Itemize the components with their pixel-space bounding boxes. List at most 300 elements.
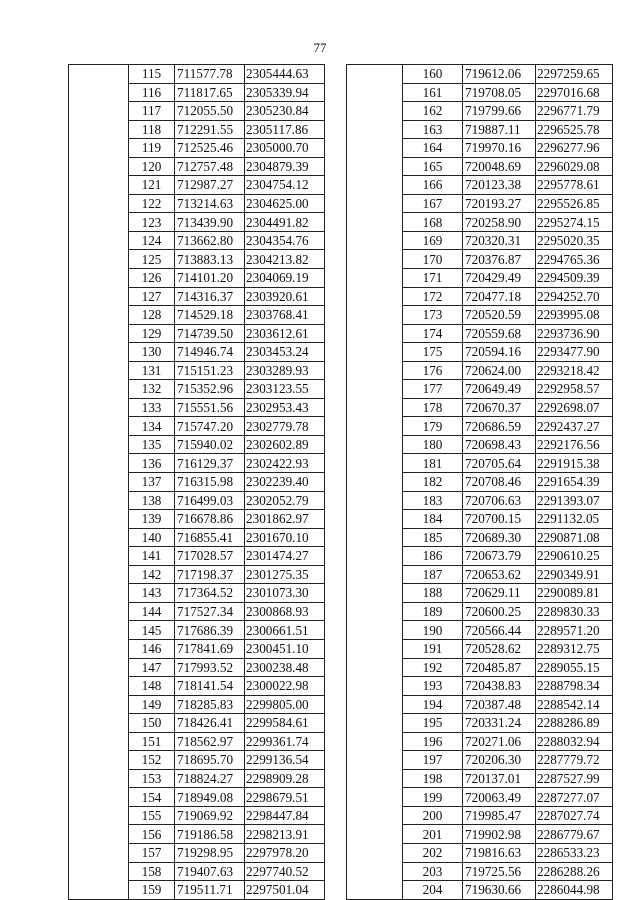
x-coordinate-cell: 720686.59: [463, 417, 536, 436]
blank-cell: [347, 473, 403, 492]
y-coordinate-cell: 2305444.63: [245, 65, 325, 84]
point-number-cell: 163: [403, 120, 463, 139]
x-coordinate-cell: 719069.92: [175, 806, 245, 825]
blank-cell: [69, 751, 129, 770]
table-row: [69, 435, 325, 454]
blank-cell: [69, 510, 129, 529]
table-row: [69, 491, 325, 510]
point-number-cell: 165: [403, 157, 463, 176]
table-row: [347, 769, 613, 788]
y-coordinate-cell: 2299136.54: [245, 751, 325, 770]
point-number-cell: 203: [403, 862, 463, 881]
table-row: [69, 250, 325, 269]
table-row: [69, 677, 325, 696]
y-coordinate-cell: 2287277.07: [536, 788, 613, 807]
table-row: [69, 565, 325, 584]
y-coordinate-cell: 2303768.41: [245, 306, 325, 325]
point-number-cell: 136: [129, 454, 175, 473]
blank-cell: [69, 65, 129, 84]
table-row: [69, 213, 325, 232]
y-coordinate-cell: 2289830.33: [536, 602, 613, 621]
table-row: [347, 213, 613, 232]
x-coordinate-cell: 712987.27: [175, 176, 245, 195]
x-coordinate-cell: 718285.83: [175, 695, 245, 714]
table-row: [69, 751, 325, 770]
blank-cell: [347, 231, 403, 250]
table-row: [347, 250, 613, 269]
point-number-cell: 198: [403, 769, 463, 788]
point-number-cell: 167: [403, 194, 463, 213]
point-number-cell: 116: [129, 83, 175, 102]
y-coordinate-cell: 2303920.61: [245, 287, 325, 306]
x-coordinate-cell: 713214.63: [175, 194, 245, 213]
x-coordinate-cell: 720206.30: [463, 751, 536, 770]
table-row: [347, 454, 613, 473]
blank-cell: [69, 769, 129, 788]
y-coordinate-cell: 2300451.10: [245, 639, 325, 658]
x-coordinate-cell: 718949.08: [175, 788, 245, 807]
table-row: [347, 621, 613, 640]
y-coordinate-cell: 2304354.76: [245, 231, 325, 250]
table-row: [347, 231, 613, 250]
point-number-cell: 185: [403, 528, 463, 547]
x-coordinate-cell: 719407.63: [175, 862, 245, 881]
table-row: [69, 417, 325, 436]
point-number-cell: 171: [403, 269, 463, 288]
table-row: [347, 547, 613, 566]
y-coordinate-cell: 2291132.05: [536, 510, 613, 529]
y-coordinate-cell: 2292958.57: [536, 380, 613, 399]
x-coordinate-cell: 720689.30: [463, 528, 536, 547]
x-coordinate-cell: 719902.98: [463, 825, 536, 844]
x-coordinate-cell: 720629.11: [463, 584, 536, 603]
y-coordinate-cell: 2298213.91: [245, 825, 325, 844]
table-row: [347, 194, 613, 213]
x-coordinate-cell: 718695.70: [175, 751, 245, 770]
blank-cell: [69, 547, 129, 566]
y-coordinate-cell: 2299805.00: [245, 695, 325, 714]
point-number-cell: 142: [129, 565, 175, 584]
y-coordinate-cell: 2303289.93: [245, 361, 325, 380]
x-coordinate-cell: 720600.25: [463, 602, 536, 621]
point-number-cell: 131: [129, 361, 175, 380]
point-number-cell: 146: [129, 639, 175, 658]
blank-cell: [347, 213, 403, 232]
table-row: [69, 528, 325, 547]
point-number-cell: 178: [403, 398, 463, 417]
y-coordinate-cell: 2295778.61: [536, 176, 613, 195]
x-coordinate-cell: 720271.06: [463, 732, 536, 751]
point-number-cell: 115: [129, 65, 175, 84]
y-coordinate-cell: 2295526.85: [536, 194, 613, 213]
x-coordinate-cell: 720387.48: [463, 695, 536, 714]
y-coordinate-cell: 2305117.86: [245, 120, 325, 139]
point-number-cell: 143: [129, 584, 175, 603]
point-number-cell: 169: [403, 231, 463, 250]
x-coordinate-cell: 720670.37: [463, 398, 536, 417]
point-number-cell: 197: [403, 751, 463, 770]
point-number-cell: 140: [129, 528, 175, 547]
blank-cell: [69, 825, 129, 844]
table-row: [347, 380, 613, 399]
y-coordinate-cell: 2300661.51: [245, 621, 325, 640]
blank-cell: [69, 231, 129, 250]
y-coordinate-cell: 2288542.14: [536, 695, 613, 714]
x-coordinate-cell: 717364.52: [175, 584, 245, 603]
blank-cell: [347, 695, 403, 714]
y-coordinate-cell: 2291393.07: [536, 491, 613, 510]
y-coordinate-cell: 2286288.26: [536, 862, 613, 881]
x-coordinate-cell: 720520.59: [463, 306, 536, 325]
x-coordinate-cell: 715551.56: [175, 398, 245, 417]
x-coordinate-cell: 715352.96: [175, 380, 245, 399]
blank-cell: [347, 639, 403, 658]
x-coordinate-cell: 714739.50: [175, 324, 245, 343]
table-row: [69, 547, 325, 566]
y-coordinate-cell: 2298909.28: [245, 769, 325, 788]
blank-cell: [347, 510, 403, 529]
table-row: [347, 881, 613, 900]
point-number-cell: 192: [403, 658, 463, 677]
y-coordinate-cell: 2304491.82: [245, 213, 325, 232]
point-number-cell: 189: [403, 602, 463, 621]
y-coordinate-cell: 2290610.25: [536, 547, 613, 566]
y-coordinate-cell: 2300238.48: [245, 658, 325, 677]
blank-cell: [347, 176, 403, 195]
table-row: [347, 602, 613, 621]
x-coordinate-cell: 716129.37: [175, 454, 245, 473]
blank-cell: [69, 528, 129, 547]
x-coordinate-cell: 712291.55: [175, 120, 245, 139]
blank-cell: [347, 361, 403, 380]
table-row: [69, 806, 325, 825]
point-number-cell: 123: [129, 213, 175, 232]
table-row: [69, 621, 325, 640]
blank-cell: [69, 380, 129, 399]
table-row: [69, 120, 325, 139]
x-coordinate-cell: 717993.52: [175, 658, 245, 677]
table-row: [347, 639, 613, 658]
table-row: [347, 491, 613, 510]
table-row: [69, 454, 325, 473]
y-coordinate-cell: 2296771.79: [536, 102, 613, 121]
x-coordinate-cell: 720193.27: [463, 194, 536, 213]
y-coordinate-cell: 2286779.67: [536, 825, 613, 844]
point-number-cell: 190: [403, 621, 463, 640]
blank-cell: [69, 306, 129, 325]
table-row: [347, 324, 613, 343]
blank-cell: [347, 343, 403, 362]
y-coordinate-cell: 2300022.98: [245, 677, 325, 696]
blank-cell: [347, 806, 403, 825]
x-coordinate-cell: 720559.68: [463, 324, 536, 343]
y-coordinate-cell: 2297501.04: [245, 881, 325, 900]
y-coordinate-cell: 2292437.27: [536, 417, 613, 436]
x-coordinate-cell: 712055.50: [175, 102, 245, 121]
blank-cell: [69, 584, 129, 603]
y-coordinate-cell: 2296277.96: [536, 139, 613, 158]
point-number-cell: 172: [403, 287, 463, 306]
point-number-cell: 117: [129, 102, 175, 121]
point-number-cell: 124: [129, 231, 175, 250]
y-coordinate-cell: 2293218.42: [536, 361, 613, 380]
table-row: [69, 269, 325, 288]
table-row: [347, 806, 613, 825]
y-coordinate-cell: 2293995.08: [536, 306, 613, 325]
x-coordinate-cell: 714946.74: [175, 343, 245, 362]
x-coordinate-cell: 720137.01: [463, 769, 536, 788]
x-coordinate-cell: 719970.16: [463, 139, 536, 158]
x-coordinate-cell: 720594.16: [463, 343, 536, 362]
point-number-cell: 119: [129, 139, 175, 158]
point-number-cell: 145: [129, 621, 175, 640]
y-coordinate-cell: 2301073.30: [245, 584, 325, 603]
point-number-cell: 137: [129, 473, 175, 492]
y-coordinate-cell: 2286044.98: [536, 881, 613, 900]
blank-cell: [347, 528, 403, 547]
table-row: [69, 843, 325, 862]
table-row: [69, 602, 325, 621]
blank-cell: [69, 269, 129, 288]
x-coordinate-cell: 715940.02: [175, 435, 245, 454]
blank-cell: [69, 621, 129, 640]
table-row: [69, 695, 325, 714]
point-number-cell: 151: [129, 732, 175, 751]
table-row: [347, 732, 613, 751]
blank-cell: [69, 806, 129, 825]
table-row: [347, 83, 613, 102]
point-number-cell: 132: [129, 380, 175, 399]
point-number-cell: 200: [403, 806, 463, 825]
blank-cell: [347, 306, 403, 325]
point-number-cell: 196: [403, 732, 463, 751]
table-row: [69, 788, 325, 807]
y-coordinate-cell: 2288798.34: [536, 677, 613, 696]
table-row: [69, 881, 325, 900]
y-coordinate-cell: 2301474.27: [245, 547, 325, 566]
y-coordinate-cell: 2286533.23: [536, 843, 613, 862]
point-number-cell: 174: [403, 324, 463, 343]
y-coordinate-cell: 2304879.39: [245, 157, 325, 176]
point-number-cell: 187: [403, 565, 463, 584]
blank-cell: [347, 83, 403, 102]
y-coordinate-cell: 2296525.78: [536, 120, 613, 139]
table-row: [347, 528, 613, 547]
y-coordinate-cell: 2298447.84: [245, 806, 325, 825]
point-number-cell: 126: [129, 269, 175, 288]
y-coordinate-cell: 2290871.08: [536, 528, 613, 547]
y-coordinate-cell: 2298679.51: [245, 788, 325, 807]
point-number-cell: 160: [403, 65, 463, 84]
y-coordinate-cell: 2295274.15: [536, 213, 613, 232]
blank-cell: [347, 565, 403, 584]
blank-cell: [69, 732, 129, 751]
table-row: [69, 343, 325, 362]
blank-cell: [69, 639, 129, 658]
y-coordinate-cell: 2288032.94: [536, 732, 613, 751]
point-number-cell: 195: [403, 714, 463, 733]
table-row: [69, 65, 325, 84]
y-coordinate-cell: 2297259.65: [536, 65, 613, 84]
table-row: [347, 584, 613, 603]
blank-cell: [69, 343, 129, 362]
x-coordinate-cell: 713883.13: [175, 250, 245, 269]
blank-cell: [347, 769, 403, 788]
y-coordinate-cell: 2289055.15: [536, 658, 613, 677]
y-coordinate-cell: 2302602.89: [245, 435, 325, 454]
point-number-cell: 153: [129, 769, 175, 788]
x-coordinate-cell: 720698.43: [463, 435, 536, 454]
coordinate-table-left: [68, 64, 325, 900]
y-coordinate-cell: 2303453.24: [245, 343, 325, 362]
blank-cell: [347, 157, 403, 176]
point-number-cell: 181: [403, 454, 463, 473]
table-row: [69, 157, 325, 176]
x-coordinate-cell: 719298.95: [175, 843, 245, 862]
x-coordinate-cell: 720700.15: [463, 510, 536, 529]
table-row: [347, 843, 613, 862]
blank-cell: [69, 361, 129, 380]
table-row: [69, 324, 325, 343]
blank-cell: [347, 417, 403, 436]
blank-cell: [347, 862, 403, 881]
x-coordinate-cell: 720653.62: [463, 565, 536, 584]
x-coordinate-cell: 720708.46: [463, 473, 536, 492]
blank-cell: [347, 732, 403, 751]
table-row: [347, 120, 613, 139]
blank-cell: [347, 194, 403, 213]
point-number-cell: 149: [129, 695, 175, 714]
table-row: [347, 788, 613, 807]
blank-cell: [69, 120, 129, 139]
y-coordinate-cell: 2301670.10: [245, 528, 325, 547]
blank-cell: [69, 194, 129, 213]
point-number-cell: 164: [403, 139, 463, 158]
y-coordinate-cell: 2297978.20: [245, 843, 325, 862]
blank-cell: [347, 677, 403, 696]
blank-cell: [69, 454, 129, 473]
table-row: [347, 825, 613, 844]
blank-cell: [69, 176, 129, 195]
blank-cell: [69, 83, 129, 102]
table-row: [69, 102, 325, 121]
point-number-cell: 156: [129, 825, 175, 844]
x-coordinate-cell: 719816.63: [463, 843, 536, 862]
x-coordinate-cell: 717686.39: [175, 621, 245, 640]
x-coordinate-cell: 719612.06: [463, 65, 536, 84]
point-number-cell: 157: [129, 843, 175, 862]
point-number-cell: 150: [129, 714, 175, 733]
point-number-cell: 162: [403, 102, 463, 121]
x-coordinate-cell: 720706.63: [463, 491, 536, 510]
table-row: [347, 287, 613, 306]
point-number-cell: 201: [403, 825, 463, 844]
y-coordinate-cell: 2303123.55: [245, 380, 325, 399]
table-row: [69, 658, 325, 677]
y-coordinate-cell: 2293477.90: [536, 343, 613, 362]
point-number-cell: 141: [129, 547, 175, 566]
table-row: [347, 139, 613, 158]
blank-cell: [69, 250, 129, 269]
blank-cell: [347, 287, 403, 306]
x-coordinate-cell: 719186.58: [175, 825, 245, 844]
y-coordinate-cell: 2302052.79: [245, 491, 325, 510]
x-coordinate-cell: 720477.18: [463, 287, 536, 306]
y-coordinate-cell: 2302239.40: [245, 473, 325, 492]
blank-cell: [347, 714, 403, 733]
y-coordinate-cell: 2291654.39: [536, 473, 613, 492]
point-number-cell: 152: [129, 751, 175, 770]
blank-cell: [347, 881, 403, 900]
point-number-cell: 148: [129, 677, 175, 696]
table-row: [347, 658, 613, 677]
table-row: [69, 83, 325, 102]
y-coordinate-cell: 2289571.20: [536, 621, 613, 640]
table-row: [69, 862, 325, 881]
x-coordinate-cell: 713662.80: [175, 231, 245, 250]
x-coordinate-cell: 718141.54: [175, 677, 245, 696]
point-number-cell: 125: [129, 250, 175, 269]
x-coordinate-cell: 711817.65: [175, 83, 245, 102]
table-row: [347, 306, 613, 325]
blank-cell: [347, 788, 403, 807]
point-number-cell: 186: [403, 547, 463, 566]
x-coordinate-cell: 720438.83: [463, 677, 536, 696]
table-row: [69, 769, 325, 788]
y-coordinate-cell: 2294252.70: [536, 287, 613, 306]
point-number-cell: 202: [403, 843, 463, 862]
x-coordinate-cell: 713439.90: [175, 213, 245, 232]
table-row: [69, 287, 325, 306]
point-number-cell: 170: [403, 250, 463, 269]
y-coordinate-cell: 2304213.82: [245, 250, 325, 269]
y-coordinate-cell: 2294509.39: [536, 269, 613, 288]
table-row: [69, 473, 325, 492]
x-coordinate-cell: 716499.03: [175, 491, 245, 510]
point-number-cell: 191: [403, 639, 463, 658]
y-coordinate-cell: 2305230.84: [245, 102, 325, 121]
blank-cell: [347, 825, 403, 844]
point-number-cell: 159: [129, 881, 175, 900]
blank-cell: [69, 139, 129, 158]
point-number-cell: 188: [403, 584, 463, 603]
table-row: [347, 65, 613, 84]
table-row: [69, 361, 325, 380]
point-number-cell: 120: [129, 157, 175, 176]
blank-cell: [347, 547, 403, 566]
point-number-cell: 166: [403, 176, 463, 195]
table-row: [69, 194, 325, 213]
blank-cell: [347, 843, 403, 862]
x-coordinate-cell: 720123.38: [463, 176, 536, 195]
x-coordinate-cell: 712525.46: [175, 139, 245, 158]
x-coordinate-cell: 714529.18: [175, 306, 245, 325]
table-row: [347, 269, 613, 288]
y-coordinate-cell: 2301275.35: [245, 565, 325, 584]
y-coordinate-cell: 2303612.61: [245, 324, 325, 343]
blank-cell: [69, 417, 129, 436]
blank-cell: [347, 491, 403, 510]
x-coordinate-cell: 719708.05: [463, 83, 536, 102]
point-number-cell: 121: [129, 176, 175, 195]
x-coordinate-cell: 714316.37: [175, 287, 245, 306]
x-coordinate-cell: 720485.87: [463, 658, 536, 677]
y-coordinate-cell: 2302779.78: [245, 417, 325, 436]
blank-cell: [347, 120, 403, 139]
table-row: [69, 510, 325, 529]
y-coordinate-cell: 2299361.74: [245, 732, 325, 751]
y-coordinate-cell: 2299584.61: [245, 714, 325, 733]
